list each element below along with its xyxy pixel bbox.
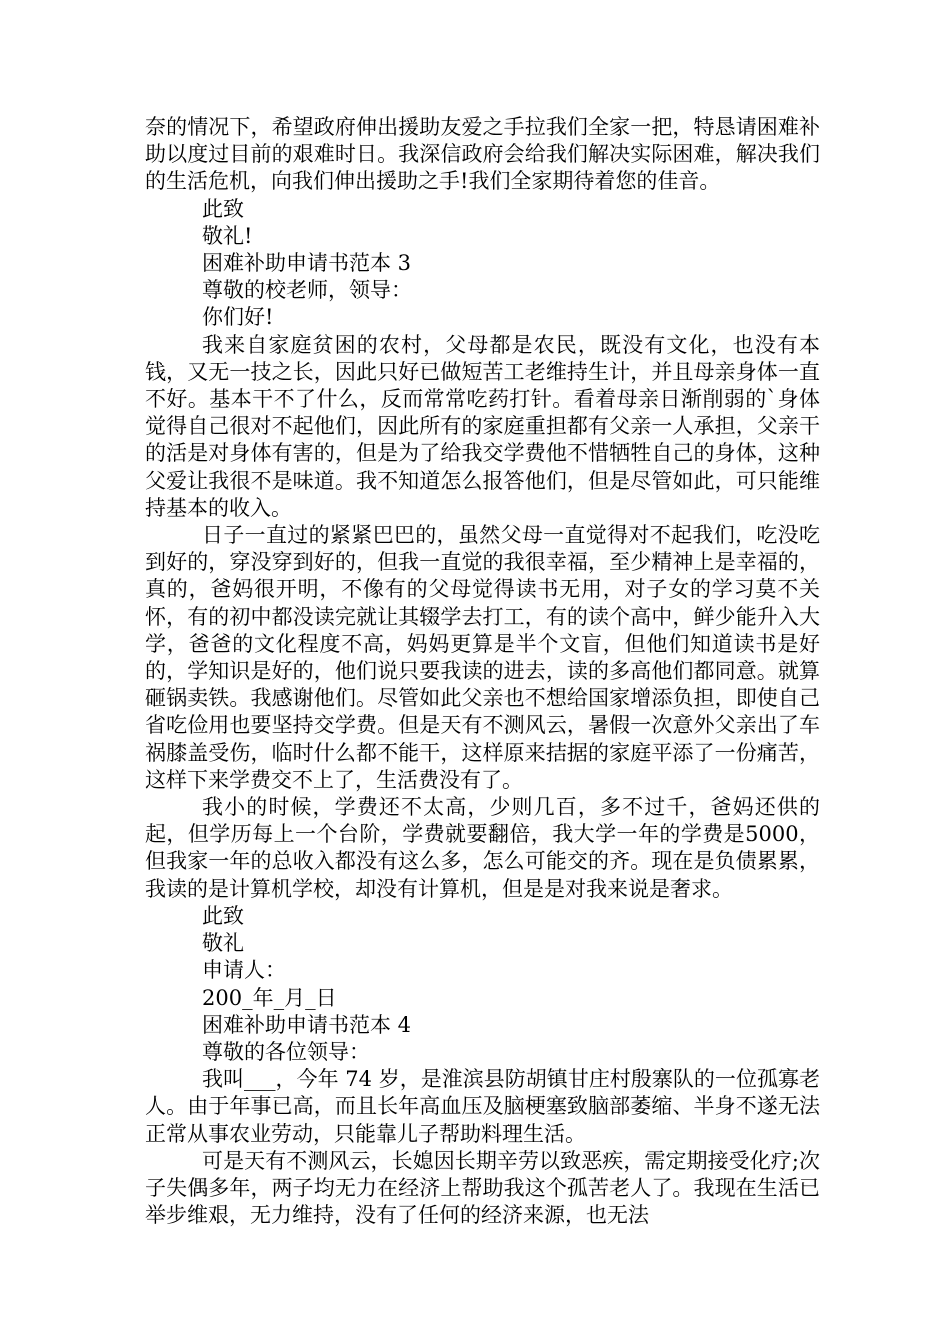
document-body [145, 114, 820, 1229]
paragraph: 我叫___，今年 74 岁，是淮滨县防胡镇甘庄村殷寨队的一位孤寡老人。由于年事已高，而且长年高血压及脑梗塞致脑部萎缩、半身不遂无法正常从事农业劳动，只能靠儿子帮助料理生活。 [145, 1067, 820, 1146]
paragraph: 尊敬的各位领导： [202, 1039, 370, 1064]
paragraph: 困难补助申请书范本 3 [202, 251, 412, 276]
paragraph: 尊敬的校老师，领导： [202, 278, 412, 303]
paragraph: 200_年_月_日 [202, 985, 337, 1010]
paragraph: 敬礼 [202, 931, 244, 956]
paragraph: 日子一直过的紧紧巴巴的，虽然父母一直觉得对不起我们，吃没吃到好的，穿没穿到好的，但我一直觉的我很幸福，至少精神上是幸福的，真的，爸妈很开明，不像有的父母觉得读书无用，对子女的学习莫不关怀，有的初中都没读完就让其辍学去打工，有的读个高中，鲜少能升入大学，爸爸的文化程度不高，妈妈更算是半个文盲，但他们知道读书是好的，学知识是好的，他们说只要我读的进去，读的多高他们都同意。就算砸锅卖铁。我感谢他们。尽管如此父亲也不想给国家增添负担，即使自己省吃俭用也要坚持交学费。但是天有不测风云，暑假一次意外父亲出了车祸膝盖受伤，临时什么都不能干，这样原来拮据的家庭平添了一份痛苦，这样下来学费交不上了，生活费没有了。 [145, 523, 820, 792]
paragraph: 困难补助申请书范本 4 [202, 1012, 412, 1037]
paragraph: 我小的时候，学费还不太高，少则几百，多不过千，爸妈还供的起，但学历每上一个台阶，学费就要翻倍，我大学一年的学费是5000，但我家一年的总收入都没有这么多，怎么可能交的齐。现在是负债累累，我读的是计算机学校，却没有计算机，但是是对我来说是奢求。 [145, 795, 820, 901]
paragraph: 你们好! [202, 305, 274, 330]
paragraph: 可是天有不测风云，长媳因长期辛劳以致恶疾，需定期接受化疗;次子失偶多年，两子均无力在经济上帮助我这个孤苦老人了。我现在生活已举步维艰，无力维持，没有了任何的经济来源，也无法 [145, 1148, 820, 1228]
paragraph: 敬礼! [202, 223, 253, 248]
paragraph: 申请人： [202, 958, 286, 983]
paragraph: 我来自家庭贫困的农村，父母都是农民，既没有文化，也没有本钱，又无一技之长，因此只好已做短苦工老维持生计，并且母亲身体一直不好。基本干不了什么，反而常常吃药打针。看着母亲日渐削弱的`身体觉得自己很对不起他们，因此所有的家庭重担都有父亲一人承担，父亲干的活是对身体有害的，但是为了给我交学费他不惜牺牲自己的身体，这种父爱让我很不是味道。我不知道怎么报答他们，但是尽管如此，可只能维持基本的收入。 [145, 332, 820, 520]
paragraph: 奈的情况下，希望政府伸出援助友爱之手拉我们全家一把，特恳请困难补助以度过目前的艰难时日。我深信政府会给我们解决实际困难，解决我们的生活危机，向我们伸出援助之手!我们全家期待着您的佳音。 [145, 115, 820, 194]
paragraph: 此致 [202, 903, 244, 928]
paragraph: 此致 [202, 196, 244, 221]
